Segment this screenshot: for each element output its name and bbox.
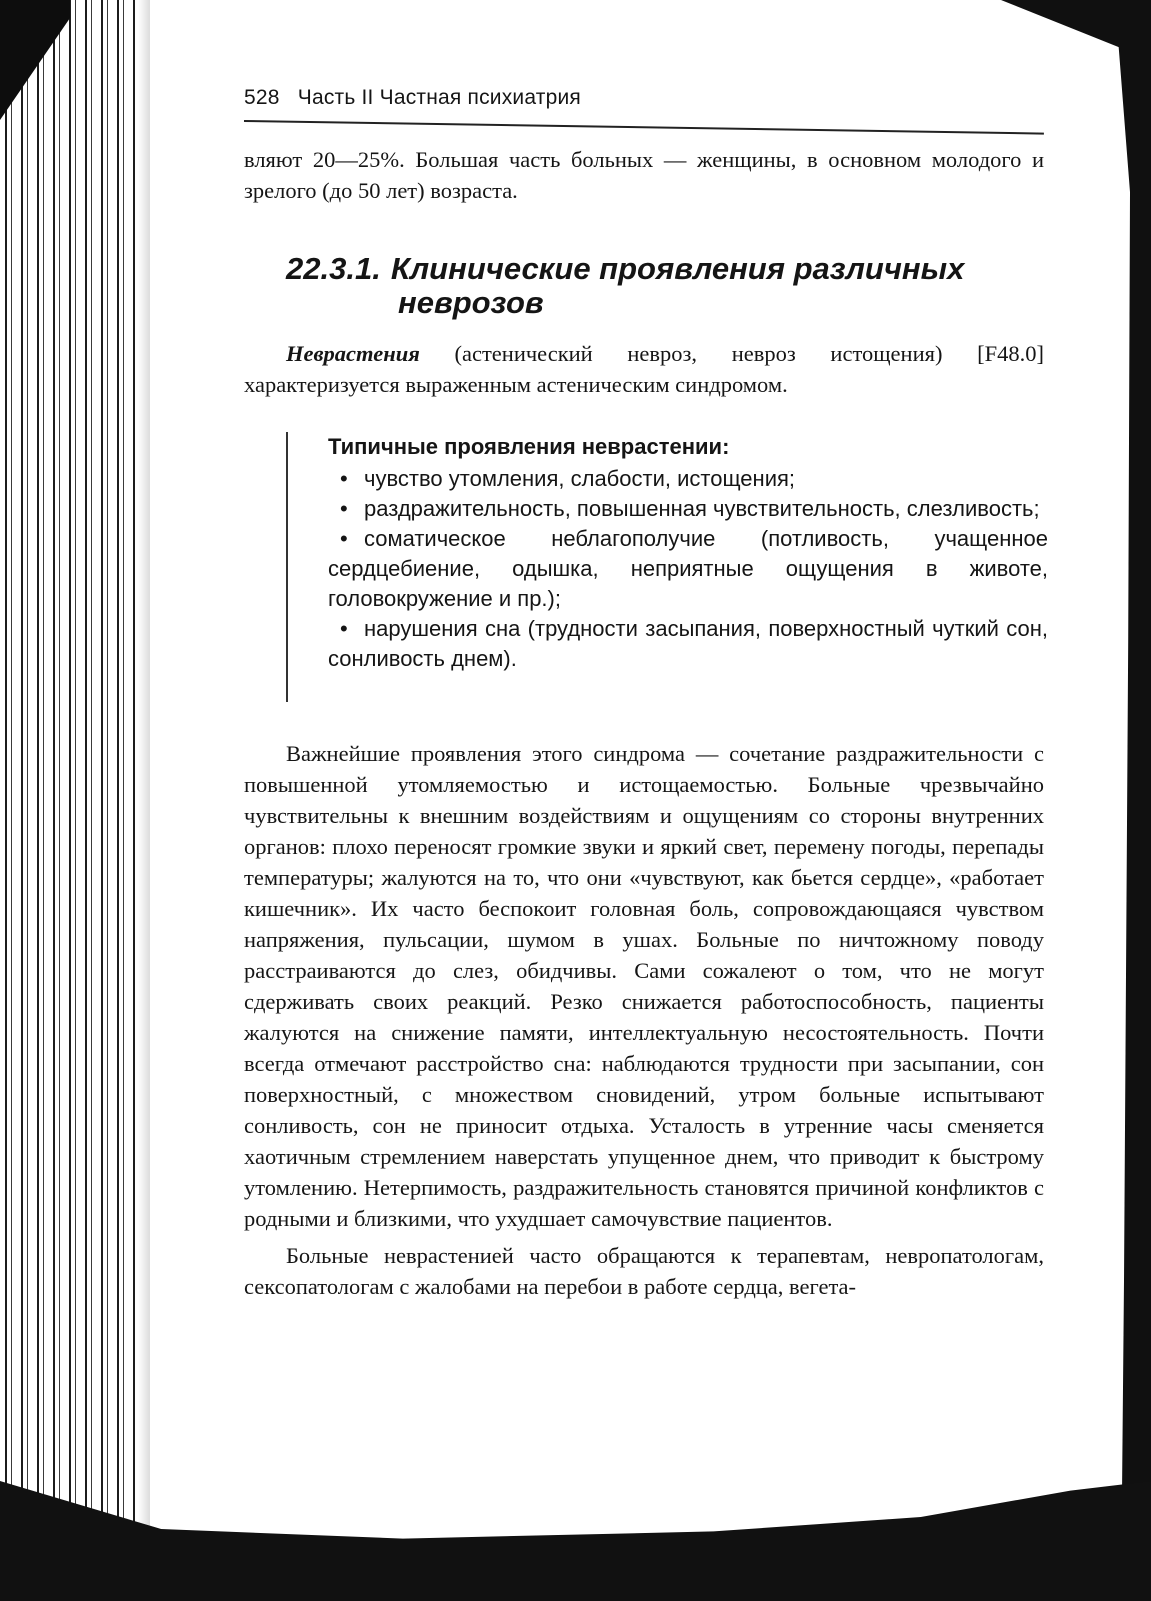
list-item: [328, 464, 1048, 494]
section-heading: [286, 252, 1006, 320]
section-title-line1: Клинические проявления различных: [390, 251, 965, 286]
symptoms-box: [286, 432, 1048, 702]
list-item-text: соматическое неблагополучие (потливость, учащенное сердцебиение, одышка, неприятные ощущения в животе, головокружение и пр.);: [328, 526, 1048, 611]
definition-block: [244, 338, 1044, 400]
scan-shadow-right: [1091, 0, 1151, 1601]
section-title-line2: неврозов: [398, 285, 544, 320]
page-number: 528: [244, 86, 280, 109]
definition-paragraph: [244, 338, 1044, 400]
list-item-text: нарушения сна (трудности засыпания, поверхностный чуткий сон, сонливость днем).: [328, 616, 1048, 671]
book-page-edges: [0, 0, 150, 1601]
list-item: [328, 614, 1048, 674]
list-item-text: раздражительность, повышенная чувствительность, слезливость;: [364, 496, 1040, 521]
list-item-text: чувство утомления, слабости, истощения;: [364, 466, 796, 491]
term-neurasthenia: Неврастения: [286, 341, 420, 366]
section-number: 22.3.1.: [286, 251, 381, 286]
scan-shadow-bottom: [0, 1481, 1151, 1601]
body-text: [244, 738, 1044, 1302]
bullet: •: [340, 616, 348, 641]
intro-paragraph: вляют 20—25%. Большая часть больных — женщины, в основном молодого и зрелого (до 50 лет) возраста.: [244, 147, 1044, 203]
running-title: Часть II Частная психиатрия: [297, 86, 581, 109]
bullet: •: [340, 526, 348, 551]
body-paragraph: Важнейшие проявления этого синдрома — сочетание раздражительности с повышенной утомляемостью и истощаемостью. Больные чрезвычайно чувствительны к внешним воздействиям и ощущениям со стороны внутренних органов: плохо переносят громкие звуки и яркий свет, перемену погоды, перепады температуры; жалуются на то, что они «чувствуют, как бьется сердце», «работает кишечник». Их часто беспокоит головная боль, сопровождающаяся чувством напряжения, пульсации, шумом в ушах. Больные по ничтожному поводу расстраиваются до слез, обидчивы. Сами сожалеют о том, что не могут сдерживать своих реакций. Резко снижается работоспособность, пациенты жалуются на снижение памяти, интеллектуальную несостоятельность. Почти всегда отмечают расстройство сна: наблюдаются трудности при засыпании, сон поверхностный, с множеством сновидений, утром больные испытывают сонливость, сон не приносит отдыха. Усталость в утренние часы сменяется хаотичным стремлением наверстать упущенное днем, что приводит к быстрому утомлению. Нетерпимость, раздражительность становятся причиной конфликтов с родными и близкими, что ухудшает самочувствие пациентов.: [244, 741, 1044, 1231]
box-title: Типичные проявления неврастении:: [328, 434, 730, 459]
list-item: [328, 524, 1048, 614]
intro-block: [244, 144, 1044, 206]
list-item: [328, 494, 1048, 524]
bullet: •: [340, 496, 348, 521]
body-paragraph: Больные неврастенией часто обращаются к терапевтам, невропатологам, сексопатологам с жалобами на перебои в работе сердца, вегета-: [244, 1243, 1044, 1299]
header-rule: [244, 120, 1044, 135]
definition-text: (астенический невроз, невроз истощения) [F48.0] характеризуется выраженным астеническим синдромом.: [244, 341, 1044, 397]
bullet: •: [340, 466, 348, 491]
running-header: [244, 86, 581, 110]
